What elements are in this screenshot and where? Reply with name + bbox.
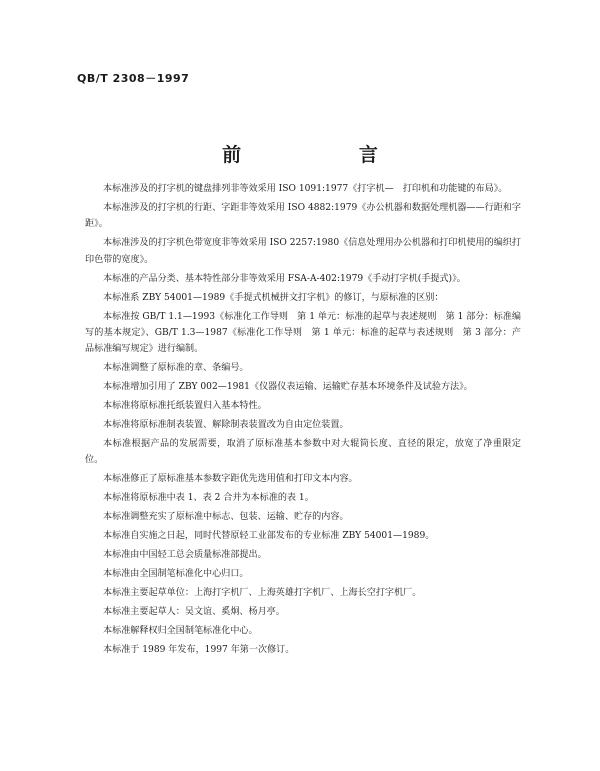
paragraph-9: 本标准将原标准制表装置、解除制表装置改为自由定位装置。 <box>103 420 349 431</box>
paragraph-0: 本标准涉及的打字机的键盘排列非等效采用 ISO 1091:1977《打字机— 打印机和功能键的布局》。 <box>103 184 508 194</box>
paragraph-7: 本标准增加引用了 ZBY 002—1981《仪器仪表运输、运输贮存基本环境条件及试验方法》。 <box>103 382 473 393</box>
paragraph-2: 本标准涉及的打字机色带宽度非等效采用 ISO 2257:1980《信息处理用办公机器和打印机使用的编织打印色带的宽度》。 <box>85 238 521 265</box>
paragraph-8: 本标准将原标准托纸装置归入基本特性。 <box>103 401 267 412</box>
paragraph-16: 本标准由全国制笔标准化中心归口。 <box>103 569 249 580</box>
paragraph-17: 本标准主要起草单位：上海打字机厂、上海英雄打字机厂、上海长空打字机厂。 <box>103 588 422 599</box>
paragraph-19: 本标准解释权归全国制笔标准化中心。 <box>103 626 258 637</box>
paragraph-18: 本标准主要起草人：吴文谊、奚炯、杨月亭。 <box>103 607 285 618</box>
paragraph-13: 本标准调整充实了原标准中标志、包装、运输、贮存的内容。 <box>103 512 349 523</box>
paragraph-5: 本标准按 GB/T 1.1—1993《标准化工作导则 第 1 单元：标准的起草与表述规则 第 1 部分：标准编写的基本规定》、GB/T 1.3—1987《标准化工作导则 第 1 单元：标准的起草与表述规则 第 3 部分：产品标准编写规定》进行编制。 <box>85 311 521 355</box>
page-title: 前 言 <box>222 144 405 166</box>
paragraph-3: 本标准的产品分类、基本特性部分非等效采用 FSA-A-402:1979《手动打字机(手提式)》。 <box>103 273 466 284</box>
paragraph-1: 本标准涉及的打字机的行距、字距非等效采用 ISO 4882:1979《办公机器和数据处理机器——行距和字距》。 <box>85 202 521 230</box>
paragraph-6: 本标准调整了原标准的章、条编号。 <box>103 363 249 374</box>
foreword-body <box>85 181 521 661</box>
paragraph-20: 本标准于 1989 年发布，1997 年第一次修订。 <box>103 645 295 656</box>
paragraph-14: 本标准自实施之日起，同时代替原轻工业部发布的专业标准 ZBY 54001—1989。 <box>103 531 435 542</box>
paragraph-15: 本标准由中国轻工总会质量标准部提出。 <box>103 550 267 561</box>
standard-code-header: QB/T 2308－1997 <box>77 72 190 85</box>
paragraph-10: 本标准根据产品的发展需要，取消了原标准基本参数中对大辊筒长度、直径的限定，放宽了净重限定位。 <box>85 439 521 466</box>
paragraph-11: 本标准修正了原标准基本参数字距优先选用值和打印文本内容。 <box>103 474 358 485</box>
paragraph-4: 本标准系 ZBY 54001—1989《手提式机械拼文打字机》的修订，与原标准的区别： <box>103 292 444 303</box>
paragraph-12: 本标准将原标准中表 1、表 2 合并为本标准的表 1。 <box>103 493 314 504</box>
